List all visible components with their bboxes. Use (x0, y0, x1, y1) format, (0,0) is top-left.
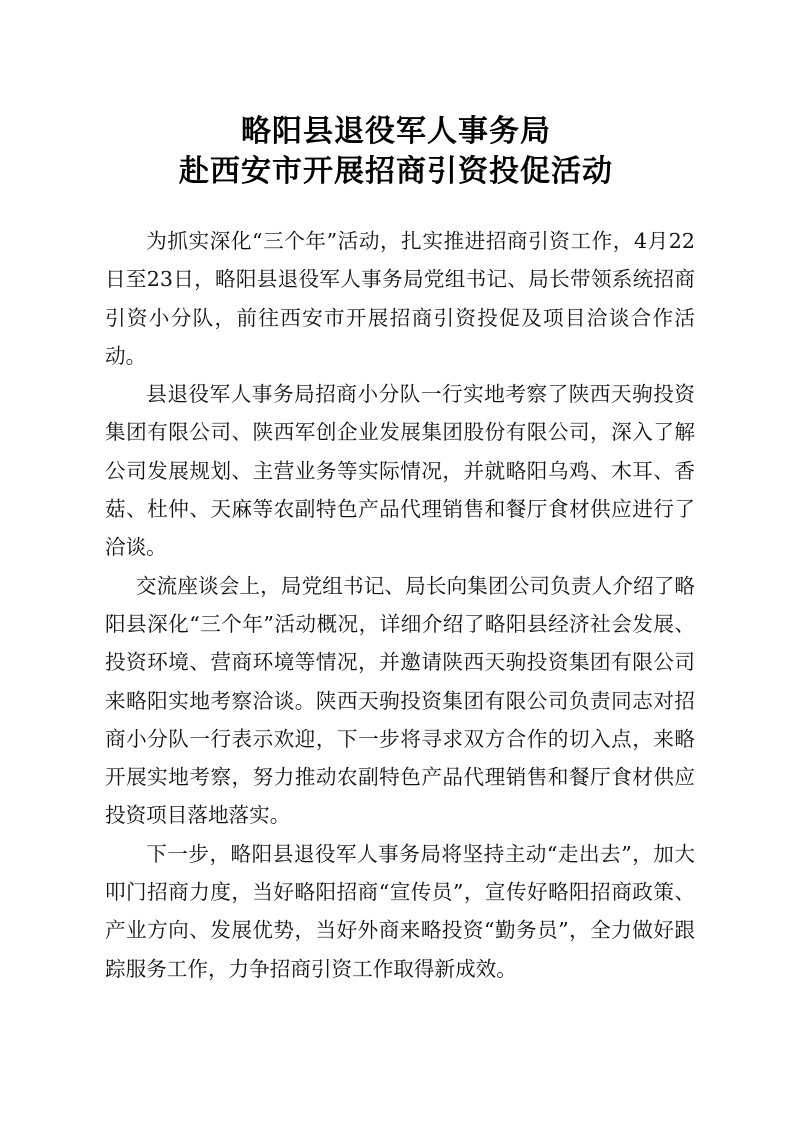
title-line-1: 略阳县退役军人事务局 (241, 114, 551, 149)
paragraph-1: 为抓实深化“三个年”活动，扎实推进招商引资工作，4月22日至23日，略阳县退役军人事务局党组书记、局长带领系统招商引资小分队，前往西安市开展招商引资投促及项目洽谈合作活动。 (105, 229, 695, 368)
paragraph-3: 交流座谈会上，局党组书记、局长向集团公司负责人介绍了略阳县深化“三个年”活动概况，详细介绍了略阳县经济社会发展、投资环境、营商环境等情况，并邀请陕西天驹投资集团有限公司来略阳实地考察洽谈。陕西天驹投资集团有限公司负责同志对招商小分队一行表示欢迎，下一步将寻求双方合作的切入点，来略开展实地考察，努力推动农副特色产品代理销售和餐厅食材供应投资项目落地落实。 (105, 573, 695, 828)
article-body (105, 222, 695, 988)
title-line-2: 赴西安市开展招商引资投促活动 (179, 154, 613, 189)
paragraph-2: 县退役军人事务局招商小分队一行实地考察了陕西天驹投资集团有限公司、陕西军创企业发展集团股份有限公司，深入了解公司发展规划、主营业务等实际情况，并就略阳乌鸡、木耳、香菇、杜仲、天麻等农副特色产品代理销售和餐厅食材供应进行了洽谈。 (105, 382, 695, 560)
paragraph-4: 下一步，略阳县退役军人事务局将坚持主动“走出去”，加大叩门招商力度，当好略阳招商“宣传员”，宣传好略阳招商政策、产业方向、发展优势，当好外商来略投资“勤务员”，全力做好跟踪服务工作，力争招商引资工作取得新成效。 (105, 841, 695, 981)
